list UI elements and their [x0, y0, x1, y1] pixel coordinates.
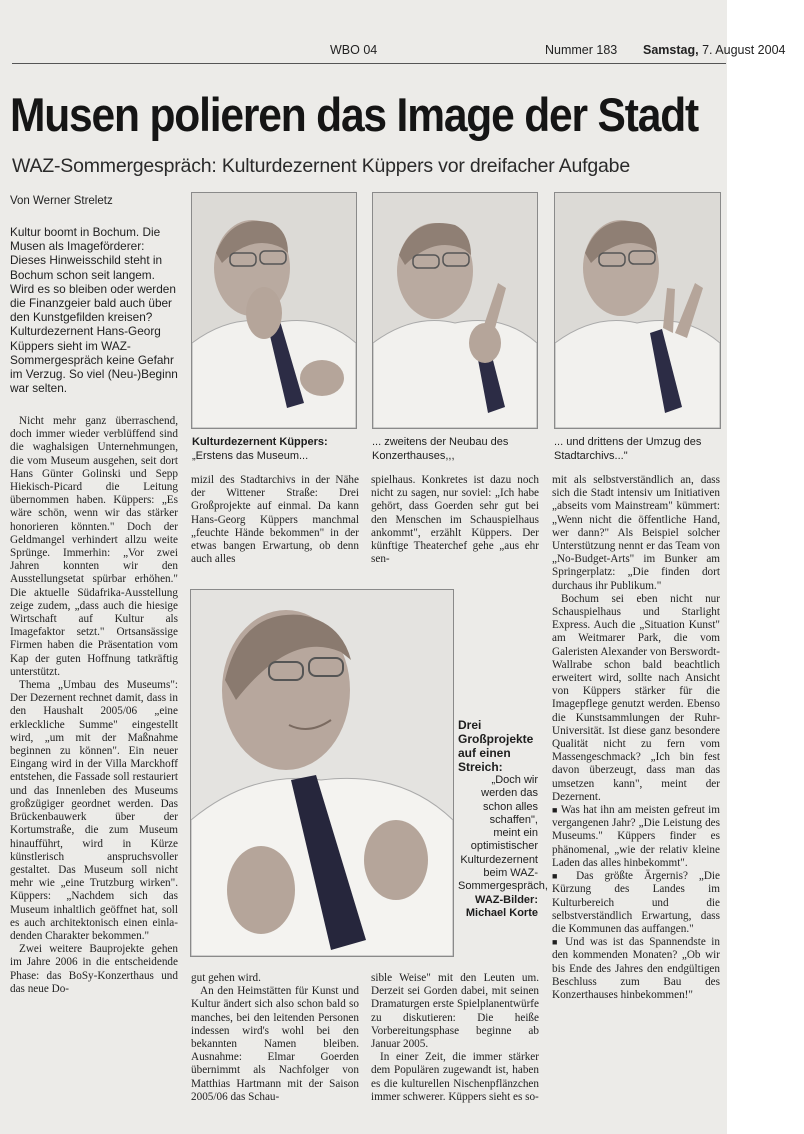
caption-bold: Kulturdezernent Küppers:	[192, 436, 328, 448]
caption-quote: „Doch wir werden das schon alles schaffen",	[481, 774, 538, 826]
photo-kueppers-large	[190, 589, 454, 957]
col2-paragraph: An den Heimstätten für Kunst und Kultur ändert sich also schon bald so manches, bei den leitenden Personen indessen wird's wohl bei den bekannten Namen bleiben. Ausnahme: Elmar Goerden übernimmt als Nachfolger von Matthias Hartmann mit der Saison 2005/06 das Schau-	[191, 985, 359, 1103]
col4-question: ■ Was hat ihn am meisten gefreut im vergangenen Jahr? „Die Leistung des Museums." Küppers finder es phänomenal, „wie der relativ kleine Laden das alles hinbekommt".	[552, 804, 720, 870]
caption-text: „Erstens das Museum...	[192, 449, 309, 462]
col4-question: ■ Das größte Ärgernis? „Die Kürzung des Landes im Kulturbereich und die selbstverständlich Erwartung, dass die Kommunen das auffangen."	[552, 870, 720, 936]
column-1	[10, 415, 178, 996]
section-label: WBO 04	[330, 43, 378, 57]
col3-paragraph: sible Weise" mit den Leuten um. Derzeit sei Gorden dabei, mit seinen Dramaturgen erste Spielplanentwürfe zu diskutieren: Die heiße Vorbereitungsphase beginne ab Januar 2005.	[371, 972, 539, 1051]
weekday: Samstag,	[643, 43, 699, 57]
photo-kueppers-1	[191, 192, 357, 429]
col3-paragraph: In einer Zeit, die immer stärker dem Populären zugewandt ist, haben es die kulturellen Nischenpflänzchen immer schwerer. Küppers sieht es so-	[371, 1051, 539, 1103]
portrait-image	[192, 193, 356, 428]
header-rule	[12, 63, 726, 64]
col3-paragraph: spielhaus. Konkretes ist dazu noch nicht zu sagen, nur soviel: „Ich habe gehört, dass Goerden sehr gut bei den Menschen im Schauspielhaus ankommt", erzählt Küppers. Der künftige Theaterchef gehe „aus ehr sen-	[371, 474, 539, 566]
caption-photo-2: ... zweitens der Neubau des Konzerthauses,,,	[372, 436, 509, 462]
col4-question: ■ Und was ist das Spannendste in den kommenden Monaten? „Ob wir bis Ende des Jahres den endgültigen Beschluss zum Bau des Konzerthauses hinbekommen!"	[552, 936, 720, 1002]
column-4	[552, 474, 720, 1002]
photo-kueppers-2	[372, 192, 538, 429]
photo-kueppers-3	[554, 192, 721, 429]
caption-text: meint ein optimistischer Kulturdezernent beim WAZ-Sommergespräch,	[458, 827, 548, 893]
col1-paragraph: Thema „Umbau des Museums": Der Dezernent rechnet damit, dass in den Haushalt 2005/06 „eine erkleckliche Summe" eingestellt wird, „um mit der Maßnahme beginnen zu können". Ein neuer Eingang wird in der Villa Marckhoff entstehen, die Fassade soll restauriert und das Innenleben des Museums großzügiger geordnet werden. Das Brückenbauwerk über der Kortumstraße, die zum Museum hinaufführt, wird in Kürze künstlerisch anspruchsvoller gestaltet. Das Museum soll nicht mehr wie „eine Trutzburg wirken". Küppers: „Nachdem sich das Museum inhaltlich geöffnet hat, soll es auch architektonisch einen einla-denden Charakter bekommen."	[10, 679, 178, 942]
col1-paragraph: Zwei weitere Bauprojekte gehen im Jahre 2006 in die entscheidende Phase: das BoSy-Konzerthaus und das neue Do-	[10, 943, 178, 995]
portrait-image	[373, 193, 537, 428]
issue-number: Nummer 183	[545, 43, 618, 57]
caption-title: Drei Großprojekte auf einen Streich:	[458, 718, 534, 774]
headline: Musen polieren das Image der Stadt	[10, 88, 698, 141]
column-3-top	[371, 474, 539, 566]
date-line	[643, 43, 785, 57]
column-3-bottom	[371, 972, 539, 1104]
large-photo-caption	[458, 718, 548, 920]
byline: Von Werner Streletz	[10, 195, 113, 207]
lead-paragraph: Kultur boomt in Bochum. Die Musen als Imageförderer: Dieses Hinweisschild steht in Bochum schon seit langem. Wird es so bleiben oder werden die Finanzgeier bald auch über den Kunstgefilden kreisen? Kulturdezernent Hans-Georg Küppers sieht im WAZ-Sommergespräch keine Gefahr im Verzug. So viel (Neu-)Beginn war selten.	[10, 225, 178, 396]
caption-photo-1	[192, 436, 356, 463]
portrait-image	[555, 193, 720, 428]
column-2-bottom	[191, 972, 359, 1104]
col4-paragraph: Bochum sei eben nicht nur Schauspielhaus und Starlight Express. Auch die „Situation Kunst" am Weitmarer Park, die vom Galeristen Alexander von Berswordt-Wallrabe schon bald beachtlich erweitert wird, sollte nach Ansicht von Küppers stärker für die Imagepflege genutzt werden. Ebenso die Kunstsammlungen der Ruhr-Universität. Ist diese ganz besondere Qualität nicht zu fern vom Massengeschmack? „Ich bin fest davon überzeugt, dass man das umsetzen kann", meint der Dezernent.	[552, 592, 720, 803]
column-2-top	[191, 474, 359, 566]
subheadline: WAZ-Sommergespräch: Kulturdezernent Küppers vor dreifacher Aufgabe	[12, 155, 630, 177]
photo-credit: WAZ-Bilder: Michael Korte	[465, 893, 538, 919]
col2-paragraph: mizil des Stadtarchivs in der Nähe der Wittener Straße: Drei Großprojekte auf einmal. Da kann Hans-Georg Küppers manchmal „feuchte Hände bekommen" in der etwas bangen Erwartung, ob denn auch alles	[191, 474, 359, 566]
col2-paragraph: gut gehen wird.	[191, 972, 261, 984]
col1-paragraph: Nicht mehr ganz überraschend, doch immer wieder verblüffend sind die waghalsigen Unternehmungen, die vom Museum ausgehen, seit dort Hans Günter Golinski und Sepp Hiekisch-Picard die Leitung übernommen haben. Küppers: „Es wäre schön, wenn wir das stärker honorieren könnten." Doch der Geldmangel verhindert allzu weite Sprünge. Immerhin: „Vor zwei Jahren konnten wir den Ausstellungsetat spürbar erhöhen." Die aktuelle Südafrika-Ausstellung zeige zudem, „dass auch die hiesige Wirtschaft auf Kultur als Imagefaktor setzt." Ortsansässige Firmen haben die Präsentation vom Kap der guten Hoffnung tatkräftig unterstützt.	[10, 415, 178, 678]
date: 7. August 2004	[702, 43, 786, 57]
caption-photo-3: ... und drittens der Umzug des Stadtarchivs..."	[554, 436, 702, 462]
portrait-image	[191, 590, 453, 956]
col4-paragraph: mit als selbstverständlich an, dass sich die Stadt intensiv um Initiativen „abseits vom Mainstream" kümmert: „Wenn nicht die öffentliche Hand, wer dann?" Als Beispiel solcher Unterstützung nennt er das Team von „No-Budget-Arts" im Bunker am Springerplatz: „Die finden dort durchaus ihr Publikum."	[552, 474, 720, 592]
